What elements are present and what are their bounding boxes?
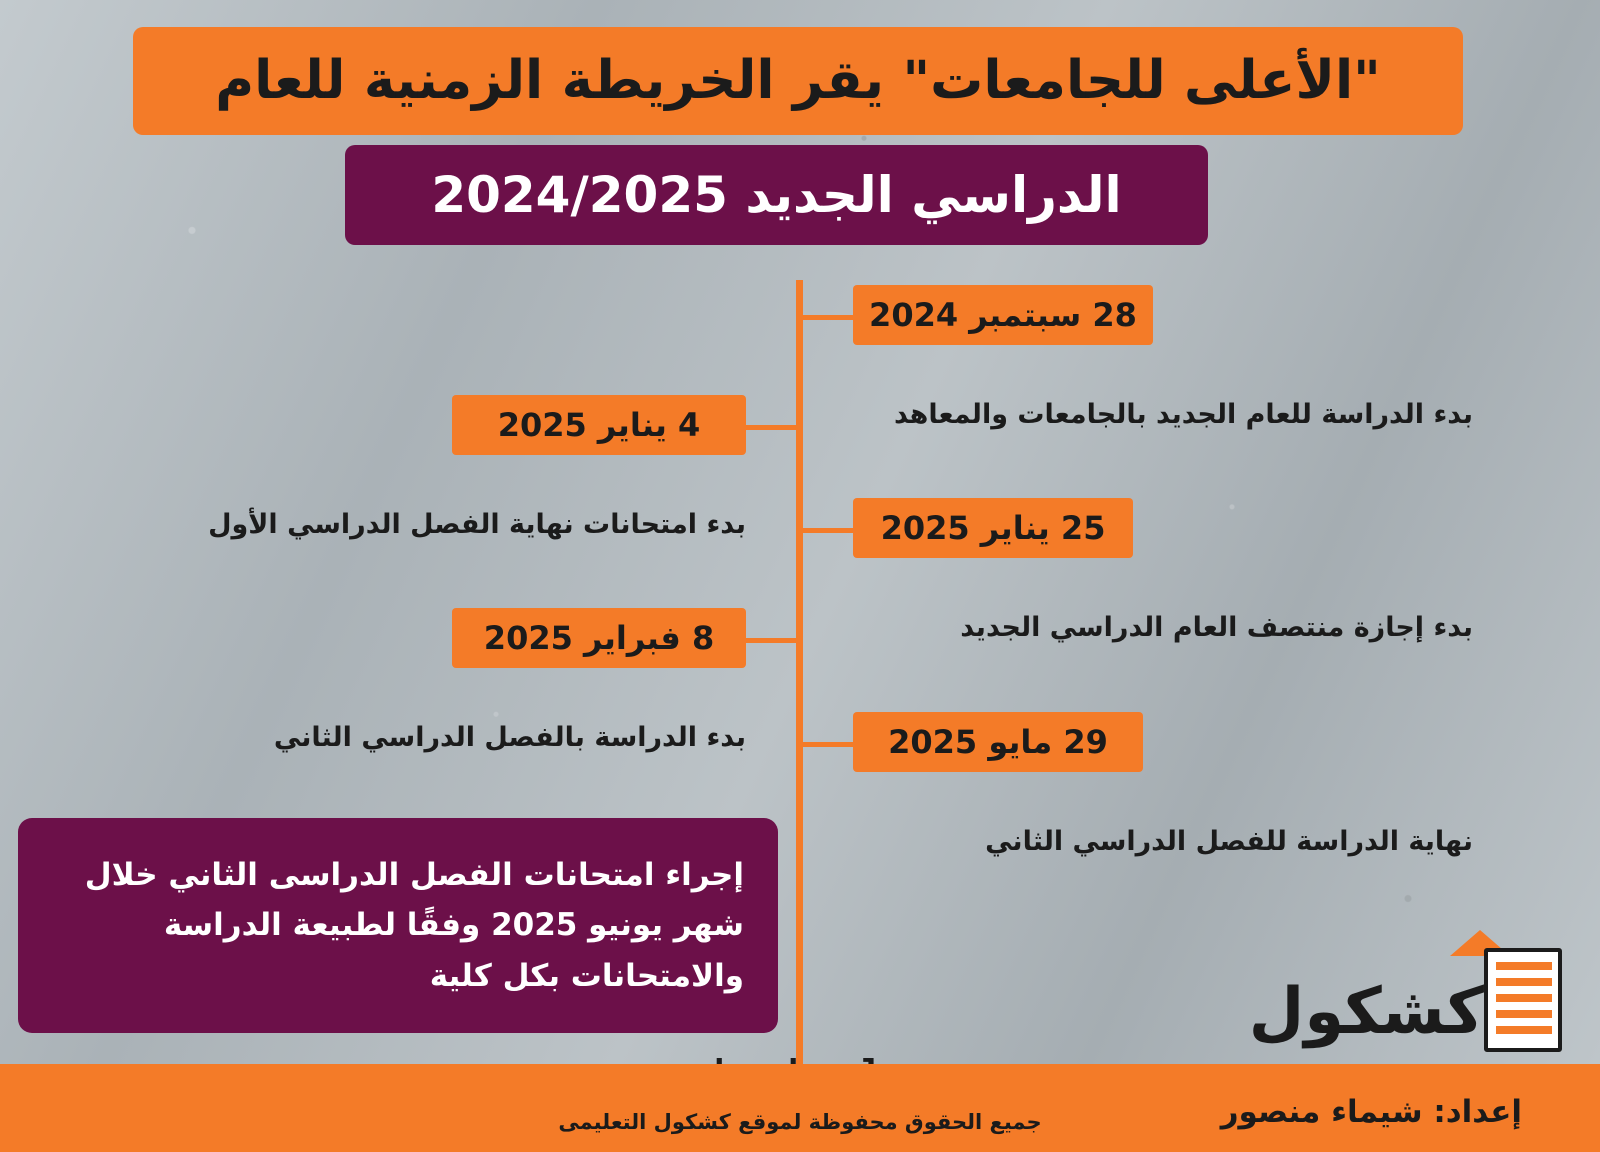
kashqol-logo xyxy=(1248,932,1562,1052)
footer-author-credit: إعداد: شيماء منصور xyxy=(1220,1094,1522,1130)
page-title-line-1 xyxy=(133,27,1463,135)
page-title-line-2-text: الدراسي الجديد 2024/2025 xyxy=(431,165,1122,224)
timeline-description-5: نهاية الدراسة للفصل الدراسي الثاني xyxy=(985,826,1473,857)
timeline-date-chip-1 xyxy=(853,285,1153,345)
timeline-connector-2 xyxy=(746,425,798,430)
book-line-5 xyxy=(1496,1026,1552,1034)
timeline-date-label-5: 29 مايو 2025 xyxy=(888,723,1108,761)
timeline-connector-3 xyxy=(803,528,853,533)
book-icon xyxy=(1484,948,1562,1052)
footer-rights-text: جميع الحقوق محفوظة لموقع كشكول التعليمى xyxy=(558,1110,1042,1134)
timeline-connector-1 xyxy=(803,315,853,320)
exam-note-callout xyxy=(18,818,778,1033)
timeline-date-chip-5 xyxy=(853,712,1143,772)
timeline-date-chip-2 xyxy=(452,395,746,455)
page-title-line-2 xyxy=(345,145,1208,245)
timeline-date-label-4: 8 فبراير 2025 xyxy=(483,619,715,657)
timeline-date-label-3: 25 يناير 2025 xyxy=(880,509,1106,547)
logo-wordmark: كشكول xyxy=(1248,975,1484,1049)
book-line-2 xyxy=(1496,978,1552,986)
timeline-description-2: بدء امتحانات نهاية الفصل الدراسي الأول xyxy=(208,509,746,540)
book-line-3 xyxy=(1496,994,1552,1002)
timeline-connector-4 xyxy=(746,638,798,643)
exam-note-text: إجراء امتحانات الفصل الدراسى الثاني خلال شهر يونيو 2025 وفقًا لطبيعة الدراسة والامتحانات بكل كلية xyxy=(84,857,744,994)
timeline-date-label-1: 28 سبتمبر 2024 xyxy=(869,296,1137,334)
timeline-connector-5 xyxy=(803,742,853,747)
timeline-spine xyxy=(796,280,803,1070)
page-title-line-1-text: "الأعلى للجامعات" يقر الخريطة الزمنية للعام xyxy=(215,49,1381,111)
timeline-description-3: بدء إجازة منتصف العام الدراسي الجديد xyxy=(960,612,1473,643)
book-line-1 xyxy=(1496,962,1552,970)
book-line-4 xyxy=(1496,1010,1552,1018)
timeline-date-label-2: 4 يناير 2025 xyxy=(497,406,701,444)
timeline-description-4: بدء الدراسة بالفصل الدراسي الثاني xyxy=(273,722,746,753)
timeline-date-chip-4 xyxy=(452,608,746,668)
timeline-description-1: بدء الدراسة للعام الجديد بالجامعات والمعاهد xyxy=(894,399,1473,430)
timeline-date-chip-3 xyxy=(853,498,1133,558)
